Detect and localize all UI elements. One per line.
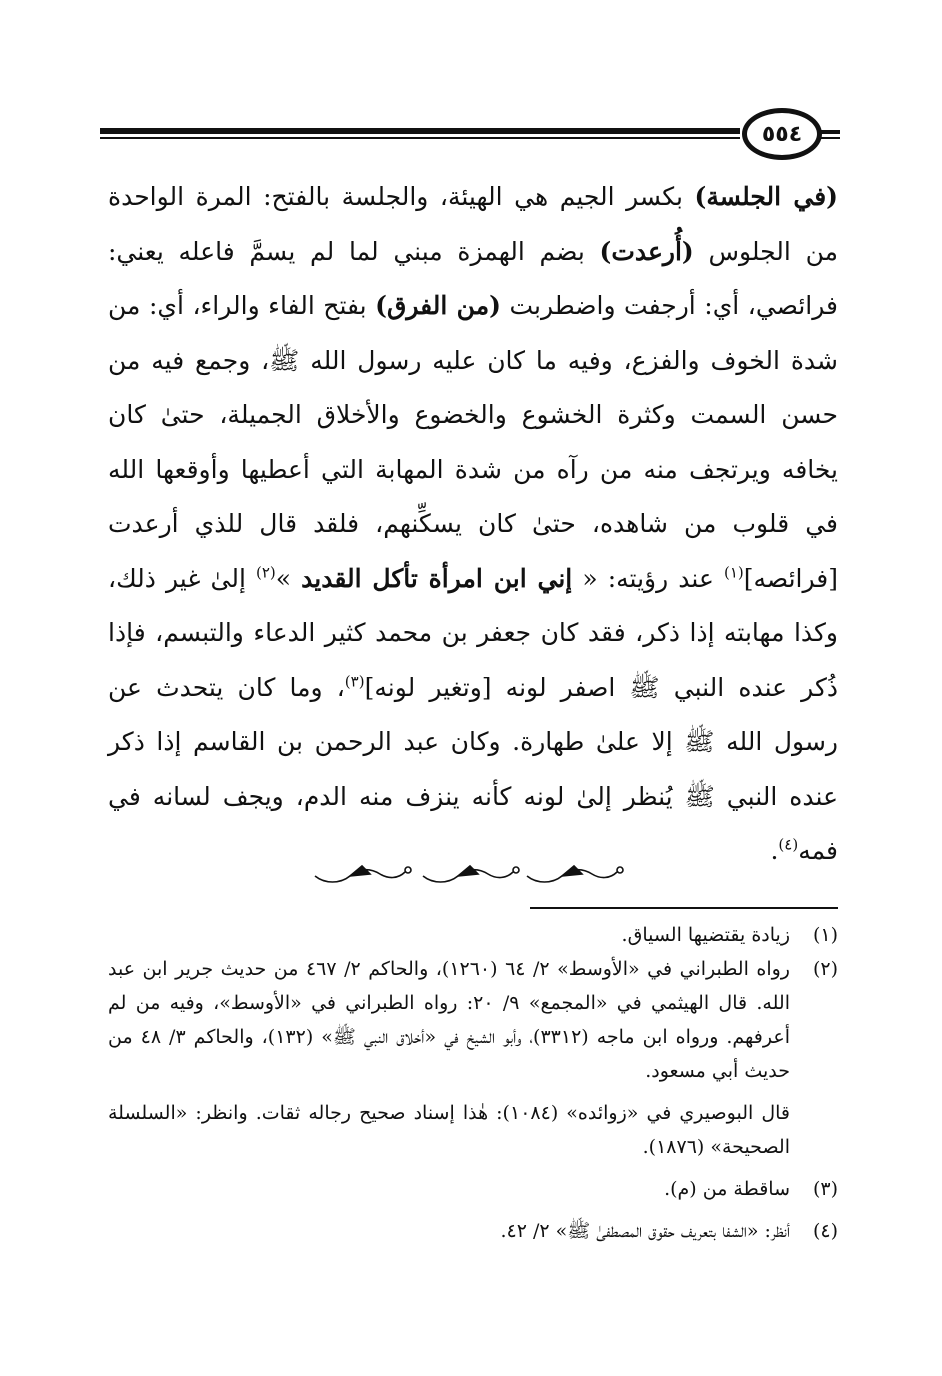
header-rule-thick [100,128,740,134]
footnote-number: (١) [812,924,838,946]
page-number: ٥٥٤ [742,108,822,160]
footnote-ref-4[interactable]: (٤) [778,835,799,854]
footnote-text: قال البوصيري في «زوائده» (١٠٨٤): هٰذا إسناد صحيح رجاله ثقات. وانظر: «السلسلة الصحيحة» (١٨٧٦). [108,1102,791,1158]
text-segment-2: بضم الهمزة مبني لما لم يسمَّ فاعله يعني: فرائصي، أي: أرجفت واضطربت [108,236,838,320]
text-segment-3: بفتح الفاء والراء، أي: من شدة الخوف والفزع، وفيه ما كان عليه رسول الله ﷺ، وجمع فيه من حسن السمت وكثرة الخشوع والخضوع والأخلاق الجميلة، حتىٰ كان يخافه ويرتجف منه من رآه من شدة المهابة التي أعطيها وأوقعها الله في قلوب من شاهده، حتىٰ كان يسكِّنهم، فلقد قال للذي أرعدت [فرائصه] [108,291,838,593]
footnote-text: رواه الطبراني في «الأوسط» ٢/ ٦٤ (١٢٦٠)، والحاكم ٢/ ٤٦٧ من حديث جرير ابن عبد الله. قال الهيثمي في «المجمع» ٩/ ٢٠: رواه الطبراني في «الأوسط»، وفيه من لم أعرفهم. ورواه ابن ماجه (٣٣١٢)، وأبو الشيخ في «أخلاق النبي ﷺ» (١٣٢)، والحاكم ٣/ ٤٨ من حديث أبي مسعود. [108,958,790,1082]
ornament-unit-left [315,866,411,882]
footnote-number: (٤) [812,1220,838,1242]
term-fi-aljalsa: (في الجلسة) [694,182,838,211]
header-rule-right-thin [820,137,840,139]
footnote-ref-2[interactable]: (٢) [255,563,276,582]
term-min-alfaraq: (من الفرق) [375,291,501,320]
footnote-number: (٢) [812,958,838,980]
text-segment-1: بكسر الجيم هي الهيئة، والجلسة بالفتح: المرة الواحدة من الجلوس [108,182,838,266]
footnotes [108,918,838,1248]
footnote-text: أنظر: «الشفا بتعريف حقوق المصطفىٰ ﷺ» ٢/ ٤٢. [500,1220,790,1242]
text-segment-7: ، وما كان يتحدث عن رسول الله ﷺ إلا علىٰ طهارة. وكان عبد الرحمن بن القاسم إذا ذكر عنده النبي ﷺ يُنظر إلىٰ لونه كأنه ينزف منه الدم، ويجف لسانه في فمه [108,672,838,865]
text-segment-4: عند رؤيته: « [572,563,724,593]
main-paragraph [108,170,838,879]
main-text [108,170,838,879]
hadith-quote: إني ابن امرأة تأكل القديد [301,563,573,593]
header-rule-thin [100,137,740,139]
header-rule-right [820,130,840,134]
text-segment-5: » [275,563,302,593]
page-header [100,104,840,164]
ornament-unit-right [527,866,623,882]
footnote-number: (٣) [812,1178,838,1200]
ornament-divider [310,854,630,894]
footnote-text: زيادة يقتضيها السياق. [621,924,790,946]
footnote-4 [108,1214,838,1248]
text-segment-8: . [770,836,779,865]
term-urıdat: (أُرعدت) [599,236,694,266]
footnote-separator [530,907,838,909]
footnote-1 [108,918,838,952]
footnote-3 [108,1172,838,1206]
footnote-text: ساقطة من (م). [664,1178,790,1200]
footnote-ref-1[interactable]: (١) [723,563,744,582]
footnote-ref-3[interactable]: (٣) [344,672,365,691]
footnote-2 [108,952,838,1088]
text-segment-6: إلىٰ غير ذلك، وكذا مهابته إذا ذكر، فقد كان جعفر بن محمد كثير الدعاء والتبسم، فإذا ذُكر عنده النبي ﷺ اصفر لونه [وتغير لونه] [108,563,839,702]
footnote-2-continuation [108,1096,838,1164]
ornament-unit-center [423,866,519,882]
